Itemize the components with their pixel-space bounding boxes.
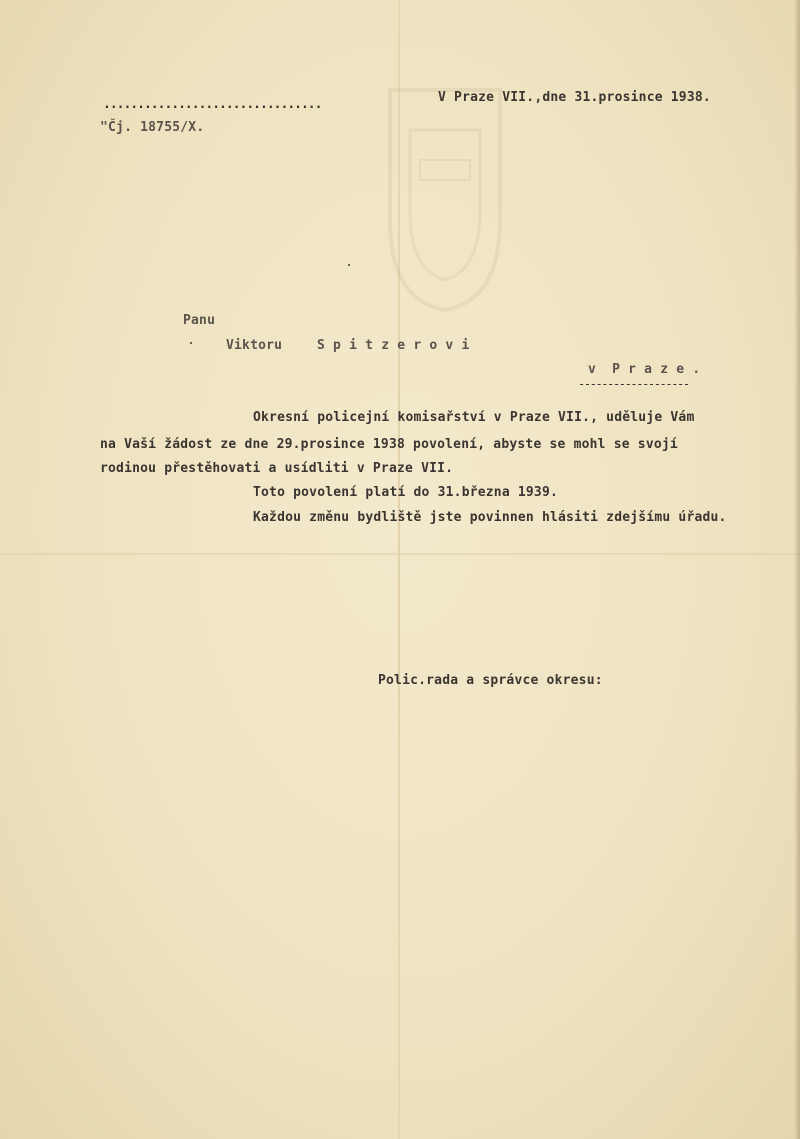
dotted-line: ................................: [103, 97, 322, 112]
body-line-1: Okresní policejní komisařství v Praze VII., uděluje Vám: [253, 410, 695, 425]
salutation: Panu: [183, 313, 216, 328]
ink-speck: [190, 342, 192, 344]
body-line-3: rodinou přestěhovati a usídliti v Praze VII.: [100, 461, 454, 476]
reference-number: "Čj. 18755/X.: [100, 120, 205, 135]
addressee-city: v P r a z e .: [588, 362, 701, 377]
watermark-emblem: [370, 70, 520, 320]
signature-title: Polic.rada a správce okresu:: [378, 673, 603, 688]
body-line-4: Toto povolení platí do 31.března 1939.: [253, 485, 559, 500]
addressee-surname: S p i t z e r o v i: [317, 338, 470, 353]
horizontal-fold: [0, 553, 800, 555]
body-line-2: na Vaší žádost ze dne 29.prosince 1938 povolení, abyste se mohl se svojí: [100, 437, 678, 452]
body-line-5: Každou změnu bydliště jste povinnen hlásiti zdejšímu úřadu.: [253, 510, 727, 525]
ink-speck: [348, 264, 350, 266]
addressee-first-name: Viktoru: [226, 338, 283, 353]
place-date: V Praze VII.,dne 31.prosince 1938.: [438, 90, 711, 105]
paper-edge-shadow: [794, 0, 800, 1139]
city-underline: -------------------: [578, 377, 689, 391]
